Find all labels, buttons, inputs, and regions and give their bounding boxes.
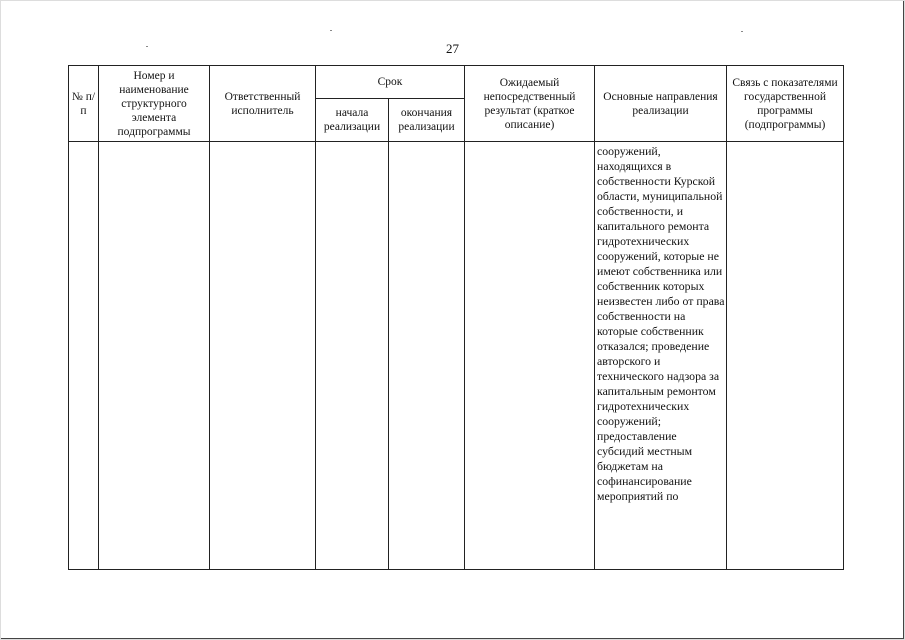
header-directions: Основные направления реализации (595, 66, 727, 142)
cell-result (465, 142, 595, 570)
cell-link (727, 142, 844, 570)
cell-element (99, 142, 210, 570)
page-number: 27 (446, 41, 459, 56)
header-num: № п/п (69, 66, 99, 142)
scan-speck (146, 46, 148, 47)
table-row (69, 142, 844, 570)
cell-executor (210, 142, 316, 570)
scan-speck (330, 30, 332, 31)
header-element: Номер и наименование структурного элемента подпрограммы (99, 66, 210, 142)
program-table (68, 65, 844, 570)
header-row-1 (69, 66, 844, 99)
cell-num (69, 142, 99, 570)
header-result: Ожидаемый непосредственный результат (краткое описание) (465, 66, 595, 142)
header-link: Связь с показателями государственной программы (подпрограммы) (727, 66, 844, 142)
cell-directions (595, 142, 727, 570)
cell-term-start (316, 142, 389, 570)
cell-term-end (389, 142, 465, 570)
scan-speck (741, 31, 743, 32)
header-term: Срок (316, 66, 465, 99)
directions-text: сооружений, находящихся в собственности Курской области, муниципальной собственности, и капитального ремонта гидротехнических сооружений, которые не имеют собственника или собственник которых неизвестен либо от права собственности на которые собственник отказался; проведение авторского и технического надзора за капитальным ремонтом гидротехнических сооружений; предоставление субсидий местным бюджетам на софинансирование мероприятий по (597, 144, 725, 503)
header-executor: Ответственный исполнитель (210, 66, 316, 142)
header-term-end: окончания реализации (389, 99, 465, 142)
header-term-start: начала реализации (316, 99, 389, 142)
